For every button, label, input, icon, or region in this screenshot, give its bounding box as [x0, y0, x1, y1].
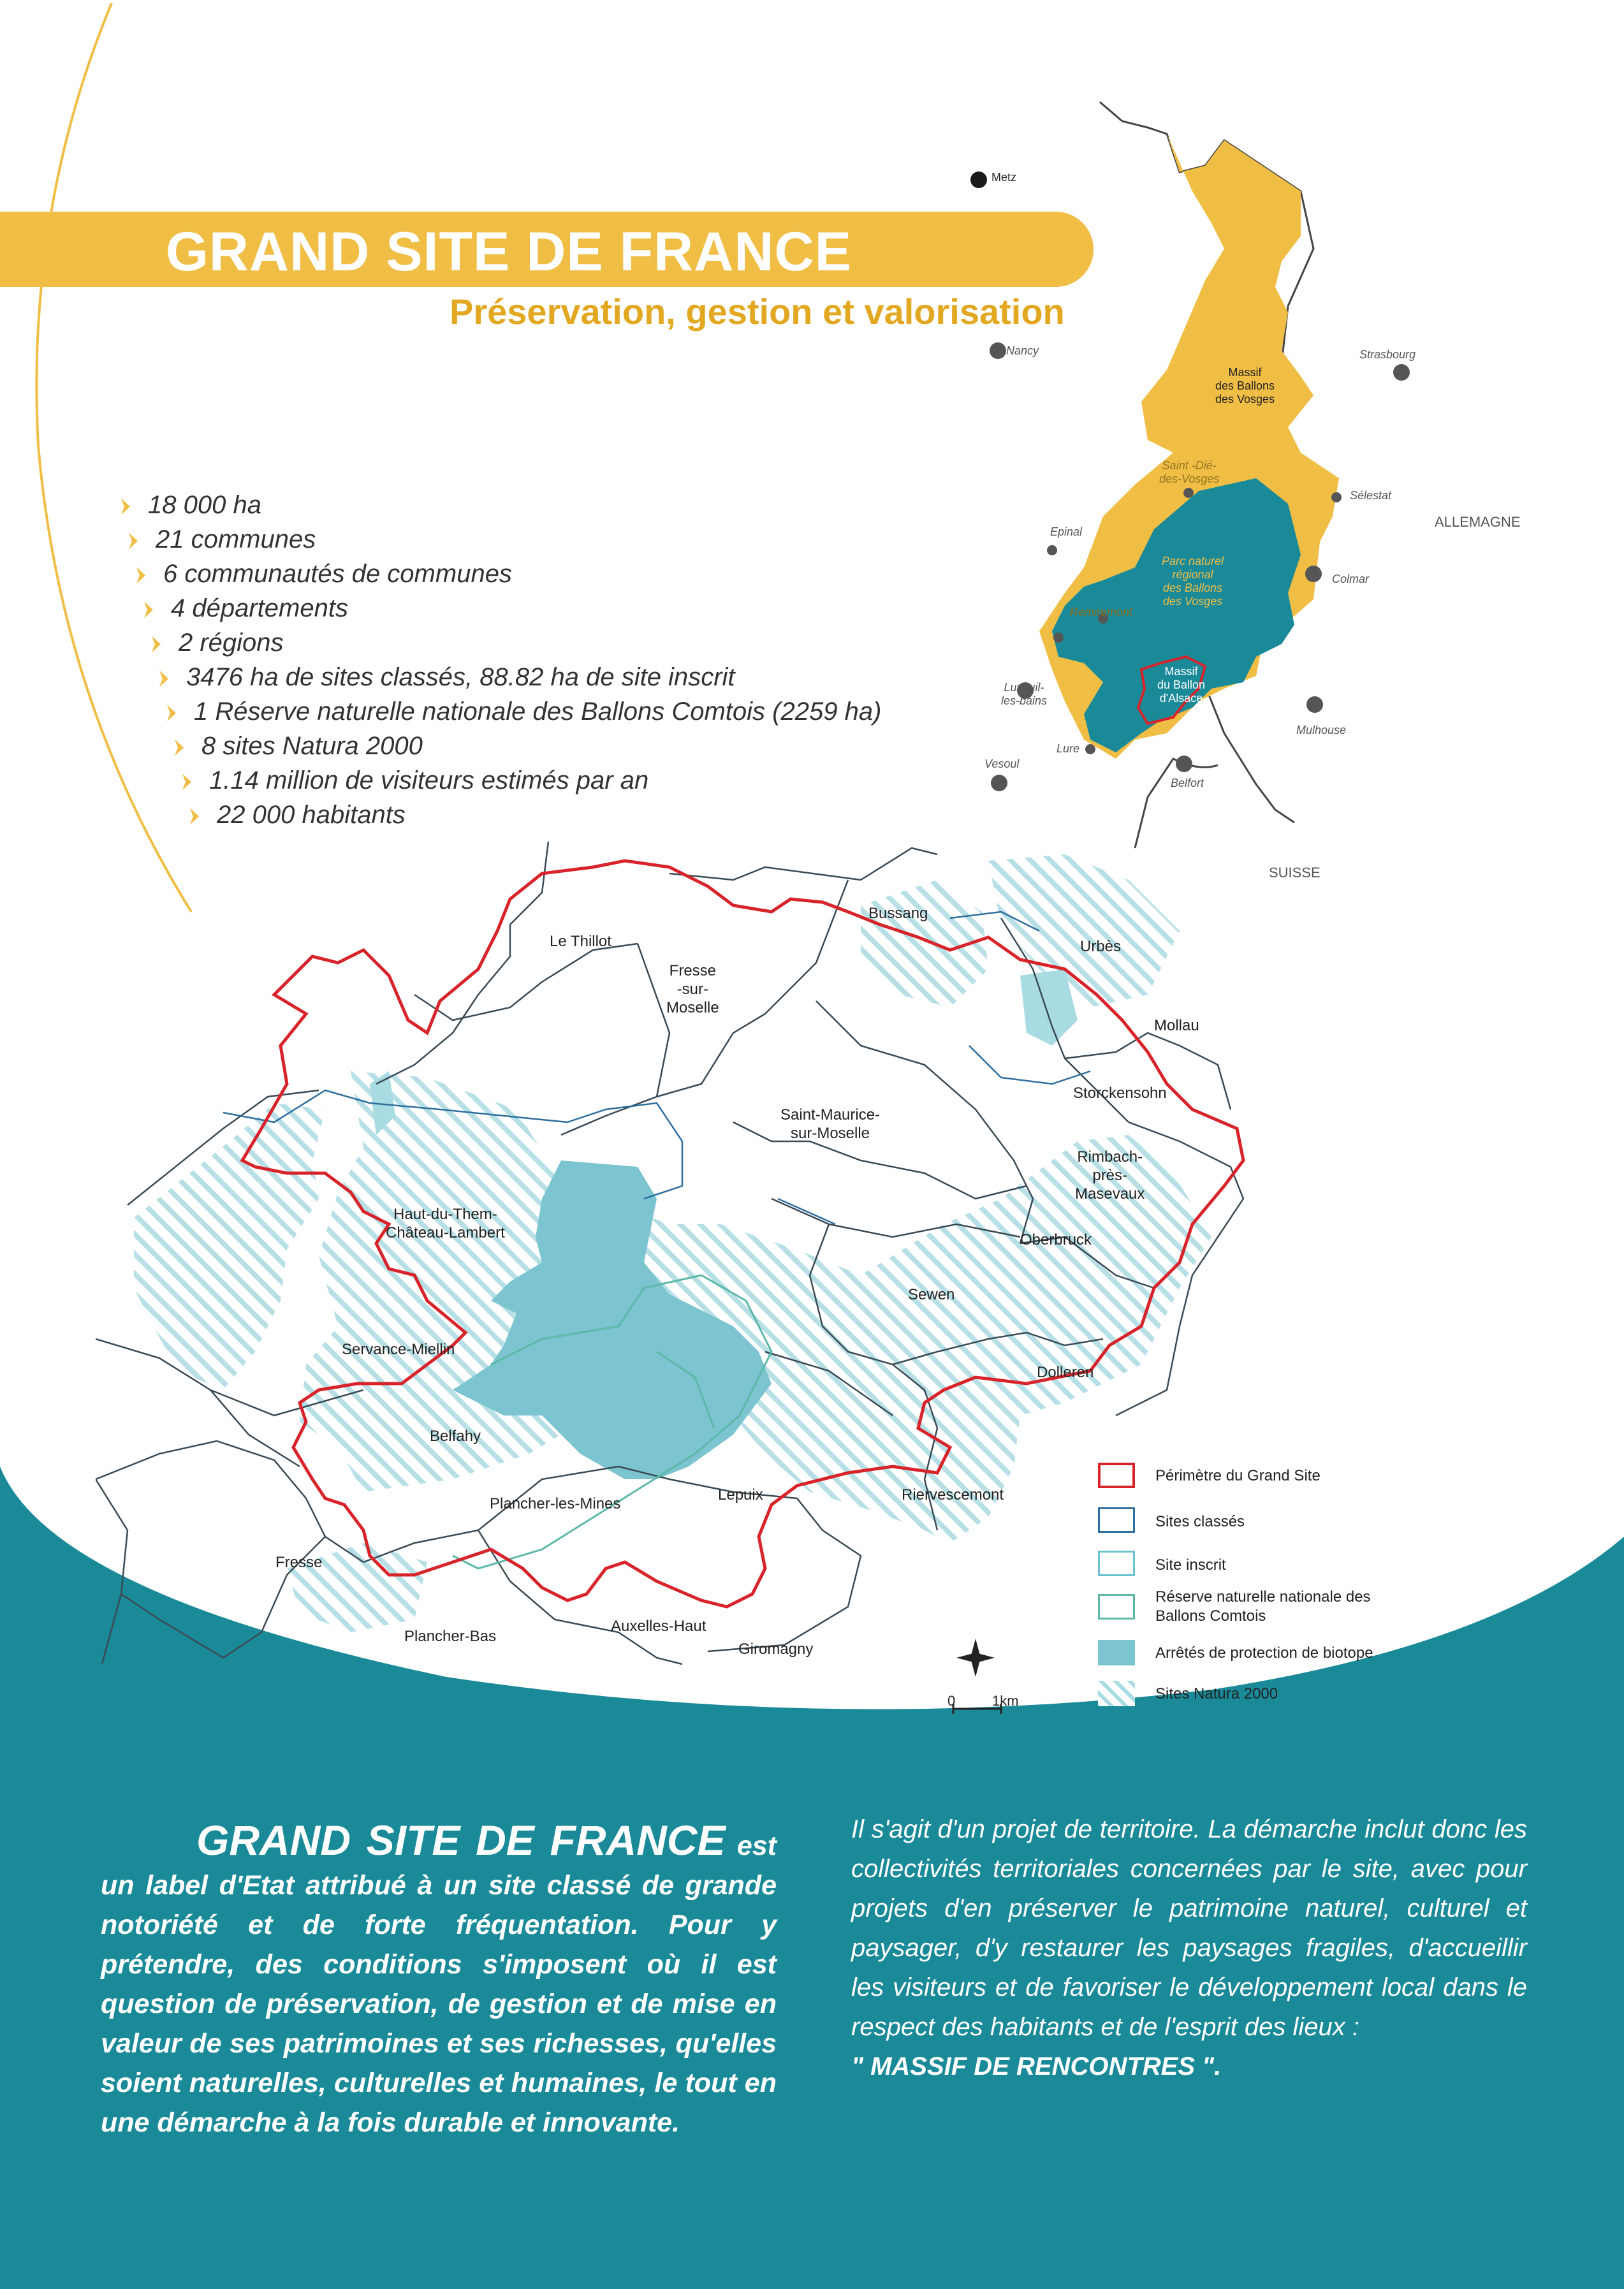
stat-item: 4 départements [144, 594, 348, 623]
city-label-saint-die: Saint -Dié- des-Vosges [1159, 459, 1220, 485]
natura-area [134, 1103, 325, 1390]
legend-swatch-perimeter [1098, 1463, 1135, 1488]
legend-label: Réserve naturelle nationale des Ballons Comtois [1155, 1588, 1371, 1625]
city-label-belfort: Belfort [1171, 777, 1204, 789]
project-motto: " MASSIF DE RENCONTRES ". [851, 2052, 1222, 2081]
stat-item: 8 sites Natura 2000 [175, 732, 423, 761]
legend-swatch-biotope [1098, 1640, 1135, 1665]
commune-label-fresse: Fresse [275, 1554, 323, 1571]
legend-swatch-natura [1098, 1681, 1135, 1706]
commune-label-rimbach: Rimbach- près- Masevaux [1075, 1148, 1145, 1203]
stat-item: 6 communautés de communes [136, 560, 512, 589]
legend-label: Sites classés [1155, 1513, 1245, 1530]
stat-item: 2 régions [152, 629, 284, 657]
city-label-lure: Lure [1057, 742, 1080, 755]
stat-item: 18 000 ha [121, 491, 261, 520]
bullet-icon [136, 567, 145, 583]
city-dot [1047, 545, 1057, 555]
scale-label-zero: 0 [947, 1693, 956, 1709]
country-label-suisse: SUISSE [1269, 865, 1320, 881]
city-dot [1085, 744, 1095, 754]
bullet-icon [175, 739, 184, 756]
city-dot [1331, 492, 1342, 502]
page-subtitle: Préservation, gestion et valorisation [450, 291, 1065, 332]
scale-label-one: 1km [992, 1693, 1019, 1709]
legend-label: Sites Natura 2000 [1155, 1685, 1278, 1702]
commune-label-lepuix: Lepuix [718, 1486, 763, 1503]
city-dot [1393, 364, 1410, 381]
city-dot [991, 775, 1007, 791]
inset-map [956, 96, 1624, 893]
stat-item: 21 communes [129, 525, 316, 554]
city-dot [1305, 566, 1322, 582]
commune-label-haut-du-them: Haut-du-Them- Château-Lambert [386, 1206, 505, 1241]
city-label-metz: Metz [991, 171, 1017, 184]
city-label-vesoul: Vesoul [984, 757, 1020, 770]
legend-swatch-reserve [1098, 1594, 1135, 1620]
bullet-icon [190, 808, 199, 824]
region-label-parc: Parc naturel régional des Ballons des Vosges [1162, 555, 1224, 608]
bullet-icon [167, 705, 176, 721]
intro-heading: GRAND SITE DE FRANCE [196, 1817, 726, 1864]
bullet-icon [121, 498, 130, 515]
commune-label-giromagny: Giromagny [738, 1641, 814, 1658]
project-body: Il s'agit d'un projet de territoire. La démarche inclut donc les collectivités territoriales concernées par le site, avec pour projets d'en préserver le patrimoine naturel, culturel et paysager, d'y restaurer les paysages fragiles, d'accueillir les visiteurs et de favoriser le développement local dans le respect des habitants et de l'esprit des lieux : [851, 1815, 1527, 2041]
stat-item: 1.14 million de visiteurs estimés par an [182, 766, 648, 795]
commune-label-belfahy: Belfahy [430, 1428, 481, 1445]
commune-label-sewen: Sewen [908, 1286, 955, 1303]
commune-label-le-thillot: Le Thillot [550, 933, 611, 950]
intro-body: est un label d'Etat attribué à un site classé de grande notoriété et de forte fréquentation. Pour y prétendre, des conditions s'imposent où il est question de préservation, de gestion et de mise en valeur de ses patrimoines et ses richesses, qu'elles soient naturelles, culturelles et humaines, le tout en une démarche à la fois durable et innovante. [101, 1831, 777, 2138]
commune-label-auxelles-haut: Auxelles-Haut [611, 1618, 706, 1635]
legend-label: Site inscrit [1155, 1556, 1226, 1574]
commune-label-plancher-les-mines: Plancher-les-Mines [490, 1495, 621, 1512]
compass-icon [956, 1639, 995, 1677]
country-label-allemagne: ALLEMAGNE [1435, 514, 1521, 530]
bullet-icon [144, 601, 153, 618]
city-label-strasbourg: Strasbourg [1359, 348, 1416, 361]
city-label-colmar: Colmar [1332, 573, 1370, 585]
project-paragraph [851, 1810, 1527, 2086]
legend-label: Périmètre du Grand Site [1155, 1467, 1320, 1484]
commune-label-dolleren: Dolleren [1037, 1364, 1094, 1381]
commune-label-oberbruck: Oberbruck [1020, 1231, 1092, 1248]
commune-label-riervescemont: Riervescemont [902, 1486, 1004, 1503]
city-label-selestat: Sélestat [1350, 489, 1392, 502]
city-label-luxeuil: Luxeuil- les-bains [1001, 681, 1048, 707]
commune-label-urbes: Urbès [1080, 938, 1122, 955]
city-label-remiremont: Remiremont [1070, 606, 1133, 618]
bullet-icon [182, 773, 191, 790]
region-label-massif-alsace: Massif du Ballon d'Alsace [1157, 665, 1206, 705]
city-dot [1306, 696, 1323, 713]
stat-item: 22 000 habitants [190, 801, 406, 830]
commune-label-plancher-bas: Plancher-Bas [404, 1628, 497, 1645]
bullet-icon [152, 636, 161, 652]
city-dot [990, 342, 1006, 359]
city-label-epinal: Epinal [1050, 525, 1083, 538]
city-dot [970, 172, 987, 188]
bullet-icon [159, 670, 168, 687]
city-label-mulhouse: Mulhouse [1296, 724, 1347, 736]
bullet-icon [129, 532, 138, 549]
commune-label-servance: Servance-Miellin [342, 1341, 455, 1358]
legend-swatch-sites-classes [1098, 1507, 1135, 1533]
intro-paragraph [101, 1817, 777, 2142]
stat-item: 3476 ha de sites classés, 88.82 ha de site inscrit [159, 663, 735, 692]
commune-label-saint-maurice: Saint-Maurice- sur-Moselle [780, 1106, 881, 1142]
yellow-arc [36, 3, 191, 912]
stat-item: 1 Réserve naturelle nationale des Ballons Comtois (2259 ha) [167, 698, 881, 726]
legend-label: Arrêtés de protection de biotope [1155, 1644, 1373, 1662]
region-label-massif-vosges: Massif des Ballons des Vosges [1215, 366, 1275, 406]
border-line [1135, 759, 1218, 848]
commune-label-bussang: Bussang [868, 905, 928, 922]
page-title: GRAND SITE DE FRANCE [166, 221, 852, 282]
legend-swatch-site-inscrit [1098, 1551, 1135, 1576]
city-label-nancy: Nancy [1006, 344, 1039, 357]
commune-label-mollau: Mollau [1154, 1017, 1199, 1034]
city-dot [1176, 756, 1192, 772]
commune-label-storckensohn: Storckensohn [1073, 1085, 1167, 1102]
city-dot [1183, 488, 1194, 498]
commune-label-fresse-sur-moselle: Fresse -sur- Moselle [666, 962, 719, 1016]
city-dot [1053, 633, 1064, 643]
